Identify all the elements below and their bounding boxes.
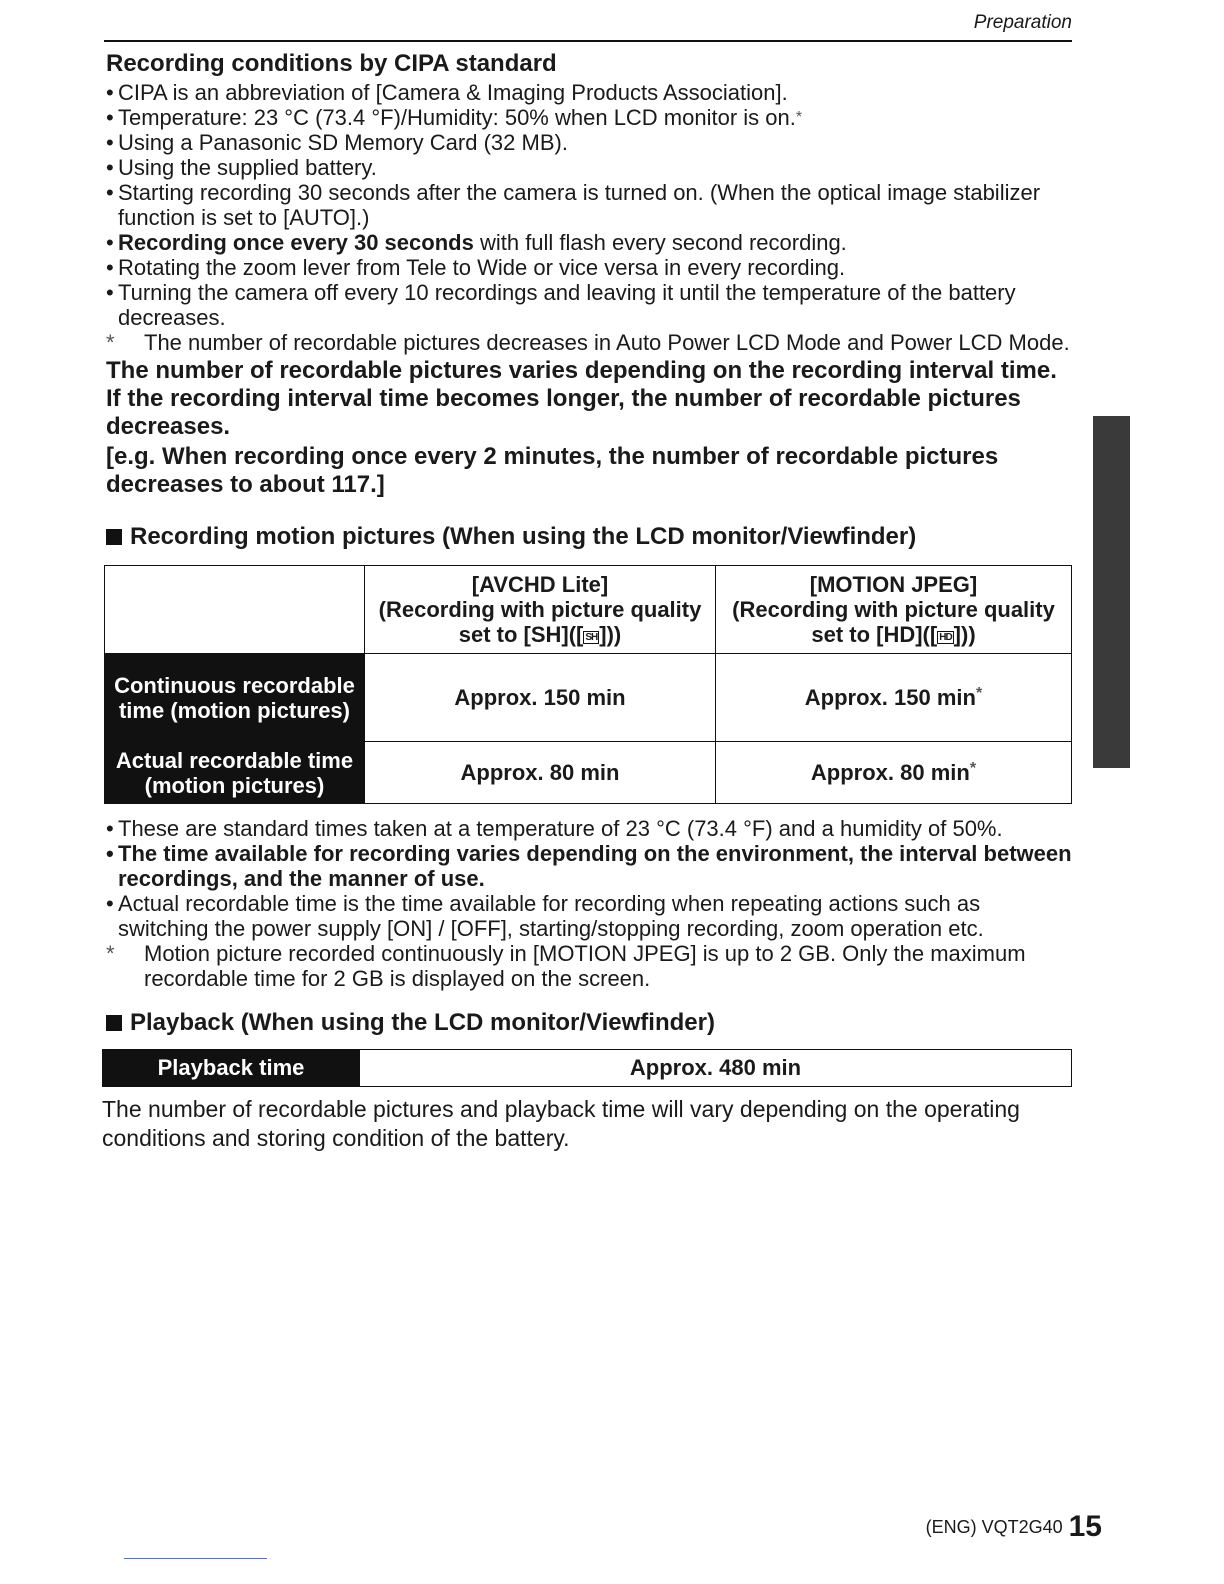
footer-rule — [124, 1558, 267, 1559]
table-cell: Approx. 150 min* — [716, 654, 1072, 742]
table-cell: Approx. 150 min — [365, 654, 716, 742]
motion-bullet: • Actual recordable time is the time available for recording when repeating actions such as switching the power supply [ON] / [OFF], starting/stopping recording, zoom operation etc. — [106, 891, 984, 941]
motion-bullet: • These are standard times taken at a temperature of 23 °C (73.4 °F) and a humidity of 50%. — [106, 816, 1003, 841]
column-header-avchd: [AVCHD Lite] (Recording with picture quality set to [SH]([ SH])) — [365, 566, 716, 654]
page-footer — [926, 1510, 1102, 1544]
cipa-bullet: • Starting recording 30 seconds after the camera is turned on. (When the optical image stabilizer function is set to [AUTO].) — [106, 180, 1041, 230]
table-corner — [105, 566, 365, 654]
page-content — [102, 50, 1072, 1153]
motion-heading: Recording motion pictures (When using the LCD monitor/Viewfinder) — [106, 523, 1072, 551]
sh-quality-icon: SH — [585, 632, 598, 643]
page-number: 15 — [1068, 1510, 1102, 1543]
cipa-bullet: • Recording once every 30 seconds with full flash every second recording. — [106, 230, 847, 255]
cipa-bullet: • Temperature: 23 °C (73.4 °F)/Humidity: 50% when LCD monitor is on.* — [106, 105, 803, 130]
playback-label: Playback time — [103, 1050, 360, 1087]
interval-emphasis: The number of recordable pictures varies depending on the recording interval time. If the recording interval time becomes longer, the number of recordable pictures decreases. — [106, 357, 1057, 440]
motion-footnote: * Motion picture recorded continuously in [MOTION JPEG] is up to 2 GB. Only the maximum recordable time for 2 GB is displayed on the screen. — [106, 941, 1026, 991]
motion-table — [104, 565, 1072, 804]
cipa-bullet: • CIPA is an abbreviation of [Camera & Imaging Products Association]. — [106, 80, 788, 105]
chapter-tab-marker — [1093, 416, 1130, 768]
cipa-footnote: * The number of recordable pictures decreases in Auto Power LCD Mode and Power LCD Mode. — [106, 330, 1070, 355]
cipa-title: Recording conditions by CIPA standard — [106, 50, 557, 77]
table-cell: Approx. 80 min* — [716, 742, 1072, 804]
motion-bullet: • The time available for recording varies depending on the environment, the interval between recordings, and the manner of use. — [106, 841, 1072, 891]
cipa-bullet: • Turning the camera off every 10 recordings and leaving it until the temperature of the battery decreases. — [106, 280, 1016, 330]
hd-quality-icon: HD — [939, 632, 952, 643]
closing-paragraph: The number of recordable pictures and playback time will vary depending on the operating conditions and storing condition of the battery. — [102, 1096, 1020, 1151]
table-cell: Approx. 80 min — [365, 742, 716, 804]
playback-heading: Playback (When using the LCD monitor/Viewfinder) — [106, 1009, 1072, 1037]
cipa-bullet: • Using the supplied battery. — [106, 155, 377, 180]
interval-example: [e.g. When recording once every 2 minutes, the number of recordable pictures decreases to about 117.] — [106, 443, 999, 498]
playback-table — [102, 1049, 1072, 1087]
header-rule — [104, 40, 1072, 42]
section-label: Preparation — [973, 12, 1072, 33]
row-label-actual: Actual recordable time (motion pictures) — [105, 742, 365, 804]
motion-notes — [106, 816, 1072, 991]
cipa-bullet: • Rotating the zoom lever from Tele to Wide or vice versa in every recording. — [106, 255, 846, 280]
playback-value: Approx. 480 min — [360, 1050, 1072, 1087]
cipa-bullet: • Using a Panasonic SD Memory Card (32 MB). — [106, 130, 568, 155]
square-bullet-icon — [106, 529, 122, 545]
asterisk-mark: * — [795, 109, 803, 126]
square-bullet-icon — [106, 1015, 122, 1031]
doc-code: (ENG) VQT2G40 — [925, 1517, 1063, 1537]
column-header-mjpeg: [MOTION JPEG] (Recording with picture quality set to [HD]([ HD])) — [716, 566, 1072, 654]
row-label-continuous: Continuous recordable time (motion pictures) — [105, 654, 365, 742]
